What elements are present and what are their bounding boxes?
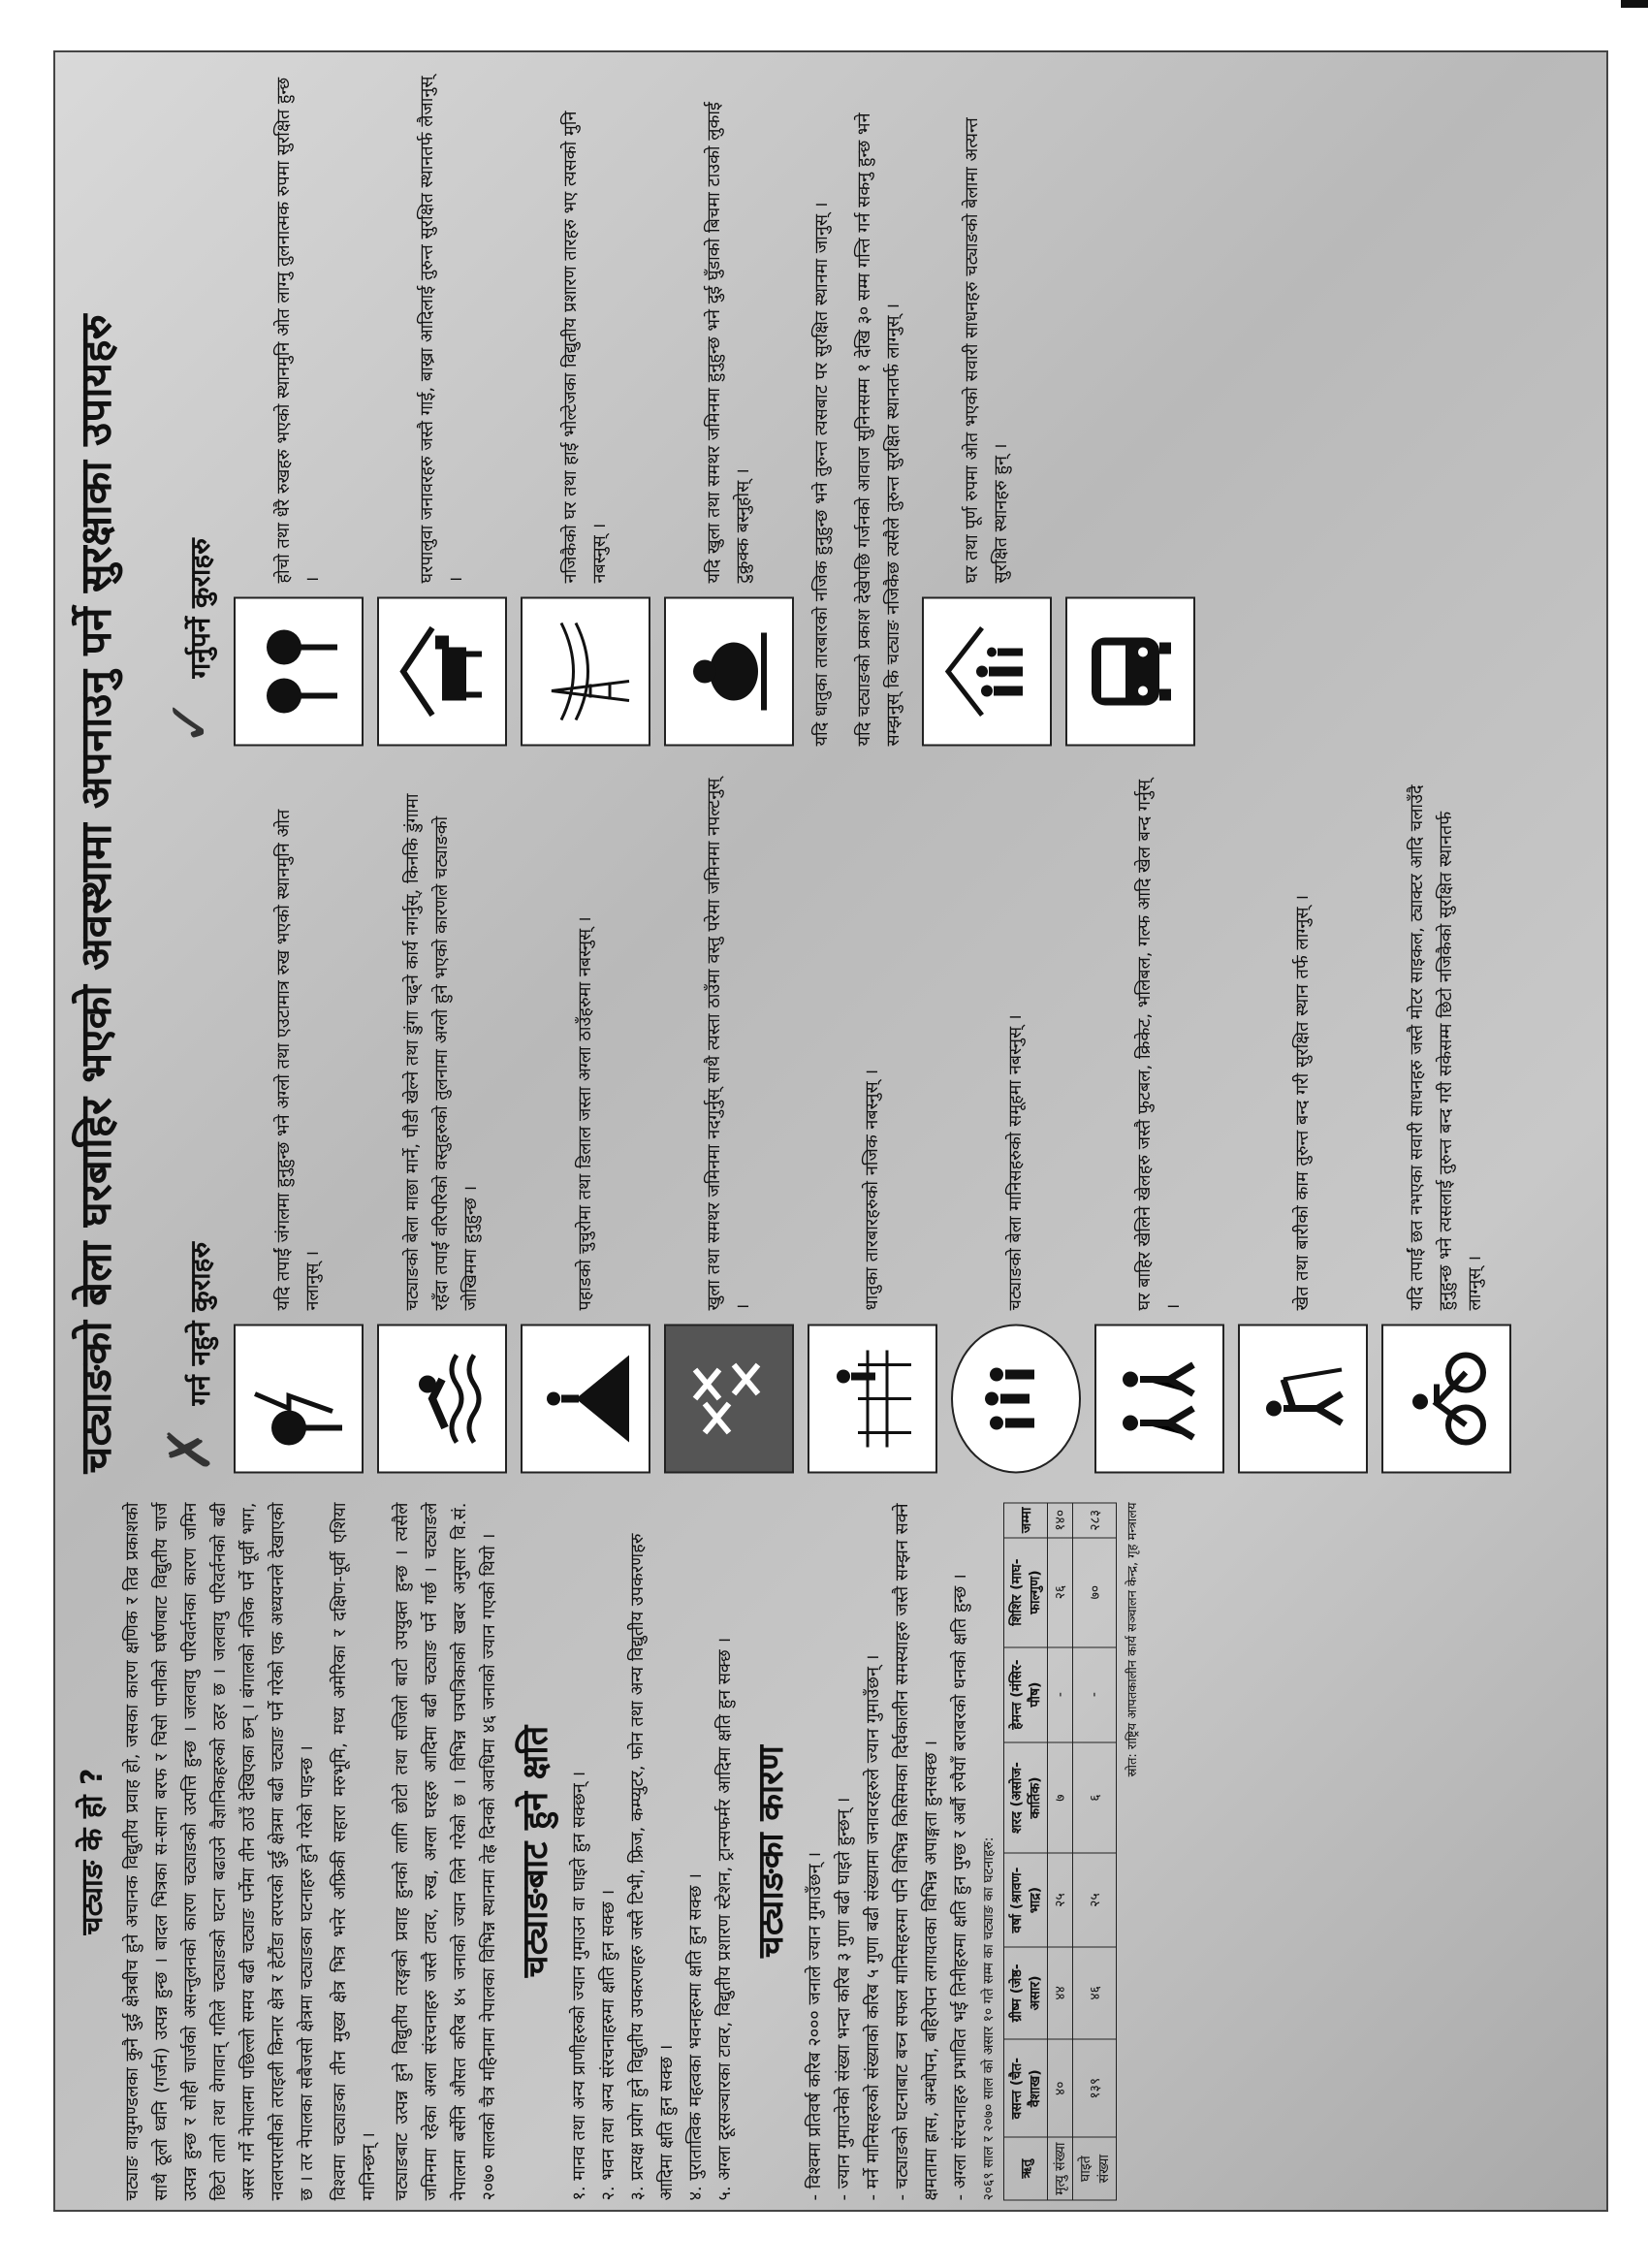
what-paragraph: विश्वमा चट्याङका तीन मुख्य क्षेत्र भित्र भनेर अफ्रिकी सहारा मरुभूमि, मध्य अमेरिका र दक्षिण-पूर्वी एशिया मानिन्छन् । [330, 1502, 379, 2200]
stats-cell: मृत्यु संख्या [1048, 2137, 1073, 2200]
stats-cell: २५ [1073, 1853, 1117, 1946]
what-paragraph: चट्याङ वायुमण्डलका कुनै दुई क्षेत्रबीच हुने अचानक विद्युतीय प्रवाह हो, जसका कारण क्षणिक र तिव्र प्रकाशको साथै ठूलो ध्वनि (गर्जन) उत्पन्न हुन्छ । बादल भित्रका स-साना बरफ र चिसो पानीको घर्षणबाट विद्युतीय चार्ज उत्पन्न हुन्छ र सोही चार्जको असन्तुलनको कारण चट्याङको उत्पत्ति हुन्छ । जलवायु परिवर्तनका कारण जमिन छिटो तातो तथा वेगावान् गतिले चट्याङको घटना बढाउने वैज्ञानिकहरुको ठहर छ । जलवायु परिवर्तनको बढी असर गर्ने नेपालमा पछिल्लो समय बढी चट्याङ पर्नेमा तीन ठाउँ देखिएका छन् । बंगालको नजिक पर्ने पूर्वी भाग, नवलपरासीको तराइली किनार क्षेत्र र हेटौंडा वरपरको दुई क्षेत्रमा बढी चट्याङ पर्ने गरेको एक अध्ययनले देखाएको छ । तर नेपालका सबैजसो क्षेत्रमा चट्याङका घटनाहरु हुने गरेको पाइन्छ । [122, 1502, 317, 2200]
do-item [850, 67, 908, 746]
dont-column [152, 775, 1587, 1473]
what-paragraph: चट्याङबाट उत्पन्न हुने विद्युतीय तरङ्गको प्रवाह हुनको लागि छोटो तथा सजिलो बाटो उपयुक्त हुन्छ । त्यसैले जमिनमा रहेका अग्ला संरचनाहरु जस्तै टावर, रुख, अग्ला घरहरु आदिमा बढी चट्याङ पर्ने गर्छ । चट्याङले नेपालमा बर्सेनि औसत करिब ४५ जनाको ज्यान लिने गरेको छ । विभिन्न पत्रपत्रिकाको खबर अनुसार वि.सं. २०७० सालको चैत्र महिनामा नेपालका विभिन्न स्थानमा तेह्र दिनको अवधिमा ४६ जनाको ज्यान गएको थियो । [392, 1502, 499, 2200]
crouching-person-icon [664, 596, 794, 746]
stats-source: स्रोत: राष्ट्रिय आपतकालीन कार्य सञ्चालन केन्द्र, गृह मन्त्रालय [1125, 1502, 1140, 1776]
dont-item-text: धातुका तारबारहरुको नजिक नबस्नुस् । [862, 1069, 882, 1310]
stats-cell: १४० [1048, 1503, 1073, 1538]
causes-list [801, 1502, 975, 2200]
dont-heading [156, 775, 224, 1473]
stats-table [1003, 1502, 1117, 2200]
dont-item [1381, 775, 1511, 1473]
dont-item [234, 775, 364, 1473]
do-item-text: यदि धातुका तारबारको नजिक हुनुहुन्छ भने तुरुन्त त्यसबाट पर सुरक्षित स्थानमा जानुस् । [811, 201, 832, 746]
dont-item-text: खेत तथा बारीको काम तुरुन्त बन्द गरी सुरक्षित स्थान तर्फ लाग्नुस् । [1292, 894, 1313, 1310]
do-item [922, 67, 1052, 746]
family-house-icon [922, 596, 1052, 746]
dont-heading-text: गर्न नहुने कुराहरु [184, 1241, 216, 1405]
stats-cell: ४४ [1048, 1946, 1073, 2038]
dont-item [521, 775, 650, 1473]
open-field-icon [664, 1324, 794, 1473]
bicycle-tractor-icon [1381, 1324, 1511, 1473]
do-item [521, 67, 650, 746]
stats-header: हेमन्त (मंसिर-पौष) [1004, 1646, 1048, 1741]
lightning-tree-icon [234, 1324, 364, 1473]
dont-item-text: यदि तपाईं जंगलमा हुनुहुन्छ भने अग्लो तथा एउटामात्र रुख भएको स्थानमुनि ओत नलानुस् । [273, 809, 323, 1310]
dont-item [951, 775, 1081, 1473]
power-line-icon [521, 596, 650, 746]
dont-item [1238, 775, 1368, 1473]
do-item-text: यदि चट्याङको प्रकाश देखेपछि गर्जनको आवाज सुनिनसम्म १ देखि ३० सम्म गन्ति गर्न सकनु हुन्छ भने सम्झनुस् कि चट्याङ नजिकैछ त्यसैले तुरुन्त सुरक्षित स्थानतर्फ लाग्नुस् । [854, 112, 903, 746]
stats-header: शरद (असोज-कार्तिक) [1004, 1741, 1048, 1853]
dont-item-text: घर बाहिर खेलिने खेलहरु जस्तै फुटबल, क्रिकेट, भलिबल, गल्फ आदि खेल बन्द गर्नुस् । [1134, 779, 1184, 1310]
info-column [65, 1502, 1597, 2200]
stats-cell: २६ [1048, 1537, 1073, 1646]
causes-item: - विश्वमा प्रतिवर्ष करिब २००० जनाले ज्यान गुमाउँछन् । [805, 1851, 825, 2200]
do-heading [156, 67, 224, 746]
stats-header: वसन्त (चैत-वैशाख) [1004, 2039, 1048, 2137]
cross-mark-icon: ✗ [156, 1423, 224, 1473]
dont-item-text: यदि तपाईं छत नभएका सवारी साधनहरु जस्तै मोटर साइकल, ट्याक्टर आदि चलाउँदै हुनुहुन्छ भने त्यसलाई तुरुन्त बन्द गरी सकेसम्म छिटो नजिकैको सुरक्षित स्थानतर्फ लाग्नुस् । [1407, 783, 1485, 1310]
wire-fence-icon [808, 1324, 937, 1473]
stats-caption: २०६९ साल र २०७० साल को असार १० गते सम्म का चट्याङ का घटनाहरु: [981, 1837, 997, 2200]
poster-sheet [53, 50, 1608, 2212]
group-people-icon [951, 1324, 1081, 1473]
do-item [664, 67, 794, 746]
do-item [377, 67, 507, 746]
stats-header: वर्षा (श्रावण-भाद्र) [1004, 1853, 1048, 1946]
dont-item [664, 775, 794, 1473]
causes-item: - ज्यान गुमाउनेको संख्या भन्दा करिब ३ गुणा बढी घाइते हुन्छन् । [834, 1797, 854, 2200]
stats-cell: २८३ [1073, 1503, 1117, 1538]
trees-icon [234, 596, 364, 746]
do-item-text: नजिकैको घर तथा हाई भोल्टेजका विद्युतीय प्रशारण तारहरु भए त्यसको मुनि नबस्नुस् । [560, 111, 610, 583]
damage-item: ५. अग्ला दूरसञ्चारका टावर, विद्युतीय प्रशारण स्टेशन, ट्रान्सफर्मर आदिमा क्षति हुन सक्छ । [714, 1637, 735, 2200]
stats-cell: १३९ [1073, 2039, 1117, 2137]
dont-item [377, 775, 507, 1473]
stats-cell: ७० [1073, 1537, 1117, 1646]
damage-item: ३. प्रत्यक्ष प्रयोग हुने विद्युतीय उपकरणहरु जस्तै टिभी, फ्रिज, कम्प्युटर, फोन तथा अन्य विद्युतीय उपकरणहरु आदिमा क्षति हुन सक्छ । [627, 1532, 677, 2200]
do-item-text: होचो तथा धेरै रुखहरु भएको स्थानमुनि ओत लाग्नु तुलनात्मक रुपमा सुरक्षित हुन्छ । [273, 77, 323, 583]
what-heading: चट्याङ के हो ? [76, 1768, 110, 1934]
stats-cell: - [1073, 1646, 1117, 1741]
dont-item-text: पहाडको चुचुरोमा तथा डिलाल जस्ता अग्ला ठाउँहरुमा नबस्नुस् । [575, 915, 595, 1310]
causes-item: - अग्ला संरचनाहरु प्रभावित भई तिनीहरुमा क्षति हुन पुग्छ र अर्बौ रुपैयाँ बराबरको धनको क्षति हुन्छ । [950, 1573, 970, 2200]
stats-cell: घाइते संख्या [1073, 2137, 1117, 2200]
stats-header-row [1004, 1503, 1048, 2200]
corner-mark [1621, 0, 1648, 8]
damage-item: २. भवन तथा अन्य संरचनाहरुमा क्षति हुन सक्छ । [598, 1889, 618, 2200]
do-heading-text: गर्नुपर्ने कुराहरु [184, 537, 216, 678]
dont-item-text: चट्याङको बेला माछा मार्ने, पौडी खेल्ने तथा डुंगा चढ्ने कार्य नगर्नुस्, किनकि डुंगामा रहँदा तपाईं वरिपरिको वस्तुहरुको तुलनामा अग्लो हुने भएको कारणले चट्याङको जोखिममा हुनुहुन्छ । [402, 793, 481, 1310]
dont-item [1094, 775, 1224, 1473]
check-mark-icon: ✓ [156, 696, 224, 746]
damage-item: १. मानव तथा अन्य प्राणीहरुको ज्यान गुमाउन वा घाइते हुन सक्छन् । [569, 1771, 589, 2200]
dont-item-text: खुला तथा समथर जमिनमा नदगुर्नुस् साथै त्यस्ता ठाउँमा वस्तु परेमा जमिनमा नपल्टनुस् । [704, 778, 753, 1310]
do-item [1065, 67, 1195, 746]
causes-heading: चट्याङका कारण [751, 1744, 791, 1958]
dont-item-text: चट्याङको बेला मानिसहरुको समूहमा नबस्नुस् । [1005, 1013, 1026, 1310]
stats-cell: ४० [1048, 2039, 1073, 2137]
do-column [152, 67, 1587, 746]
playing-outdoors-icon [1094, 1324, 1224, 1473]
stats-cell: - [1048, 1646, 1073, 1741]
dont-item [808, 775, 937, 1473]
stats-cell: २५ [1048, 1853, 1073, 1946]
do-item [234, 67, 364, 746]
swimming-icon [377, 1324, 507, 1473]
damage-list [565, 1502, 740, 2200]
table-row [1073, 1503, 1117, 2200]
stats-cell: ७ [1048, 1741, 1073, 1853]
damage-item: ४. पुरातात्विक महत्वका भवनहरुमा क्षति हुन सक्छ । [685, 1872, 706, 2200]
do-item-text: यदि खुला तथा समथर जमिनमा हुनुहुन्छ भने दुई घुँडाको बिचमा टाउको लुकाई टुक्रुक्क बस्नुहोस् । [704, 101, 753, 583]
cattle-shed-icon [377, 596, 507, 746]
rotated-poster-content [55, 52, 1606, 2210]
stats-header: शिशिर (माघ-फाल्गुण) [1004, 1537, 1048, 1646]
causes-item: - मर्ने मानिसहरुको संख्याको करिब ५ गुणा बढी संख्यामा जनावरहरुले ज्यान गुमाउँछन् । [863, 1654, 883, 2200]
stats-header: ग्रीष्म (जेष्ठ-असार) [1004, 1946, 1048, 2038]
stats-cell: ६ [1073, 1741, 1117, 1853]
hilltop-person-icon [521, 1324, 650, 1473]
field-work-icon [1238, 1324, 1368, 1473]
stats-header: जम्मा [1004, 1503, 1048, 1538]
do-item-text: घरपालुवा जनावरहरु जस्तै गाई, बाख्रा आदिलाई तुरुन्त सुरक्षित स्थानतर्फ लैजानुस् । [417, 75, 466, 583]
stats-header: ऋतु [1004, 2137, 1048, 2200]
table-row [1048, 1503, 1073, 2200]
causes-item: - चट्याङको घटनाबाट बच्न सफल मानिसहरुमा पनि विभिन्न किसिमका दिर्घकालीन समस्याहरु जस्तै सम्झन सक्ने क्षमतामा ह्रास, अन्धोपन, बहिरोपन लगायतका विभिन्न अपाङ्गता हुनसक्छ । [892, 1502, 941, 2200]
bus-icon [1065, 596, 1195, 746]
do-item-text: घर तथा पूर्ण रुपमा ओत भएको सवारी साधनहरु चट्याङको बेलामा अत्यन्त सुरक्षित स्थानहरु हुन् । [962, 116, 1011, 583]
poster-title: चट्याङको बेला घरबाहिर भएको अवस्थामा अपनाउनु पर्ने सुरक्षाका उपायहरु [72, 313, 121, 1473]
stats-cell: ४६ [1073, 1946, 1117, 2038]
damage-heading: चट्याङबाट हुने क्षति [516, 1725, 555, 1977]
do-item [808, 67, 837, 746]
